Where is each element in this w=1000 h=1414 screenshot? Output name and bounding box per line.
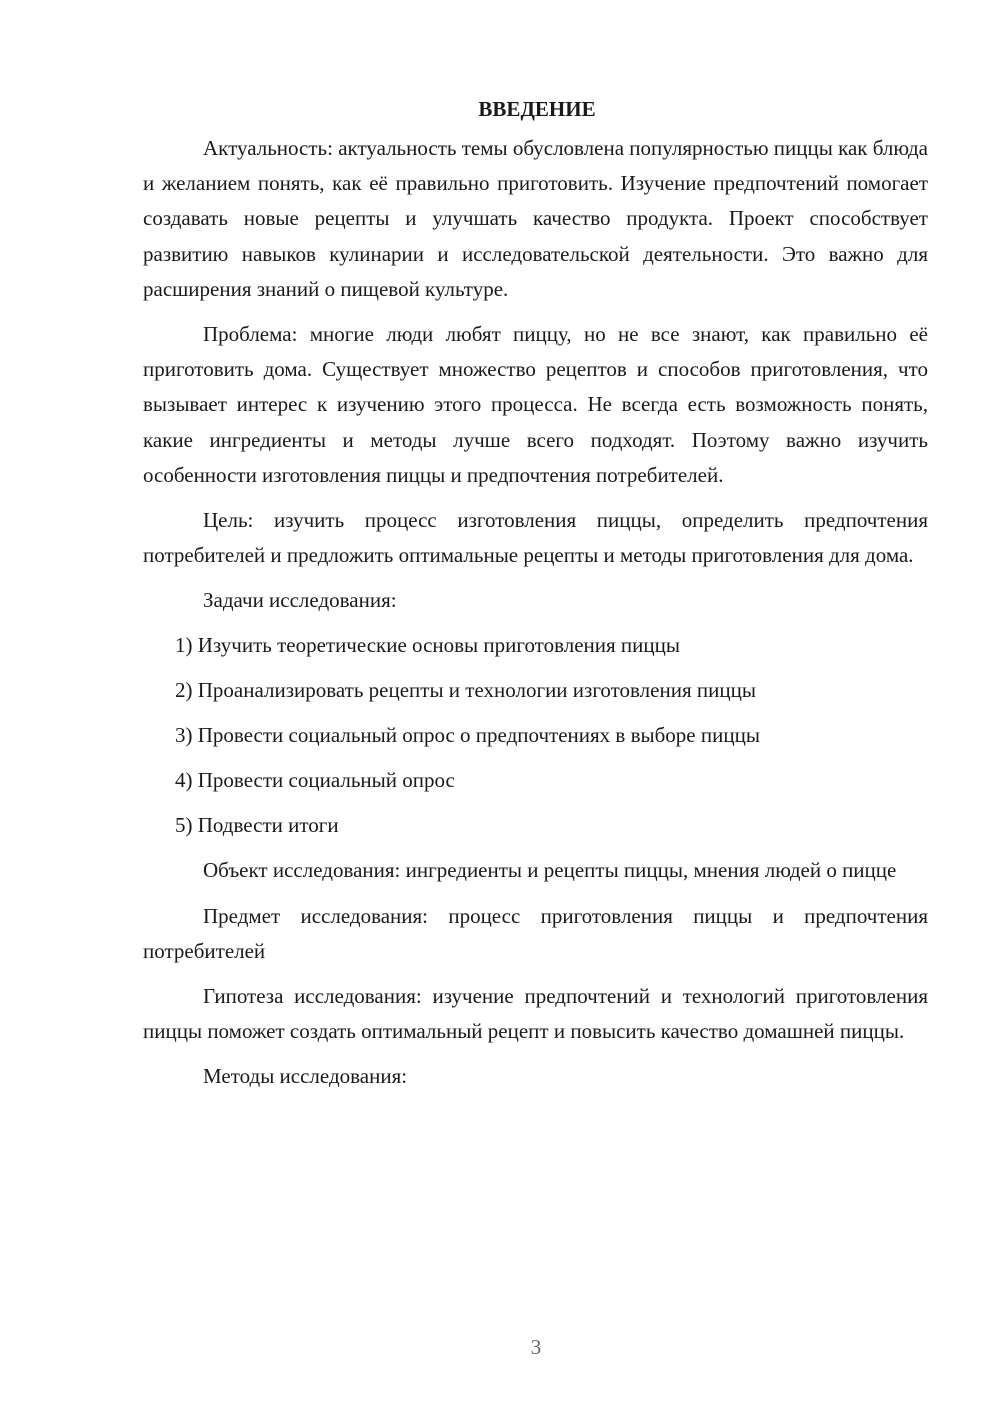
list-item: 4) Провести социальный опрос [175, 768, 455, 793]
tasks-heading: Задачи исследования: [203, 588, 397, 613]
list-item: 1) Изучить теоретические основы приготовления пиццы [175, 633, 680, 658]
page-number: 3 [530, 1335, 542, 1359]
problem-paragraph: Проблема: многие люди любят пиццу, но не все знают, как правильно её приготовить дома. Существует множество рецептов и способов приготовления, что вызывает интерес к изучению этого процесса. Не всегда есть возможность понять, какие ингредиенты и методы лучше всего подходят. Поэтому важно изучить особенности изготовления пиццы и предпочтения потребителей. [143, 322, 928, 487]
list-item: 3) Провести социальный опрос о предпочтениях в выборе пиццы [175, 723, 760, 748]
object-paragraph: Объект исследования: ингредиенты и рецепты пиццы, мнения людей о пицце [203, 858, 897, 883]
subject-paragraph: Предмет исследования: процесс приготовления пиццы и предпочтения потребителей [143, 903, 928, 963]
document-page [143, 92, 928, 1104]
tasks-list [143, 628, 928, 843]
list-item: 2) Проанализировать рецепты и технологии изготовления пиццы [175, 678, 756, 703]
section-heading: ВВЕДЕНИЕ [478, 97, 596, 121]
relevance-paragraph: Актуальность: актуальность темы обусловлена популярностью пиццы как блюда и желанием понять, как её правильно приготовить. Изучение предпочтений помогает создавать новые рецепты и улучшать качество продукта. Проект способствует развитию навыков кулинарии и исследовательской деятельности. Это важно для расширения знаний о пищевой культуре. [143, 136, 929, 301]
goal-paragraph: Цель: изучить процесс изготовления пиццы, определить предпочтения потребителей и предложить оптимальные рецепты и методы приготовления для дома. [143, 508, 928, 568]
hypothesis-paragraph: Гипотеза исследования: изучение предпочтений и технологий приготовления пиццы поможет создать оптимальный рецепт и повысить качество домашней пиццы. [143, 984, 928, 1044]
list-item: 5) Подвести итоги [175, 813, 339, 838]
methods-heading: Методы исследования: [203, 1064, 408, 1089]
